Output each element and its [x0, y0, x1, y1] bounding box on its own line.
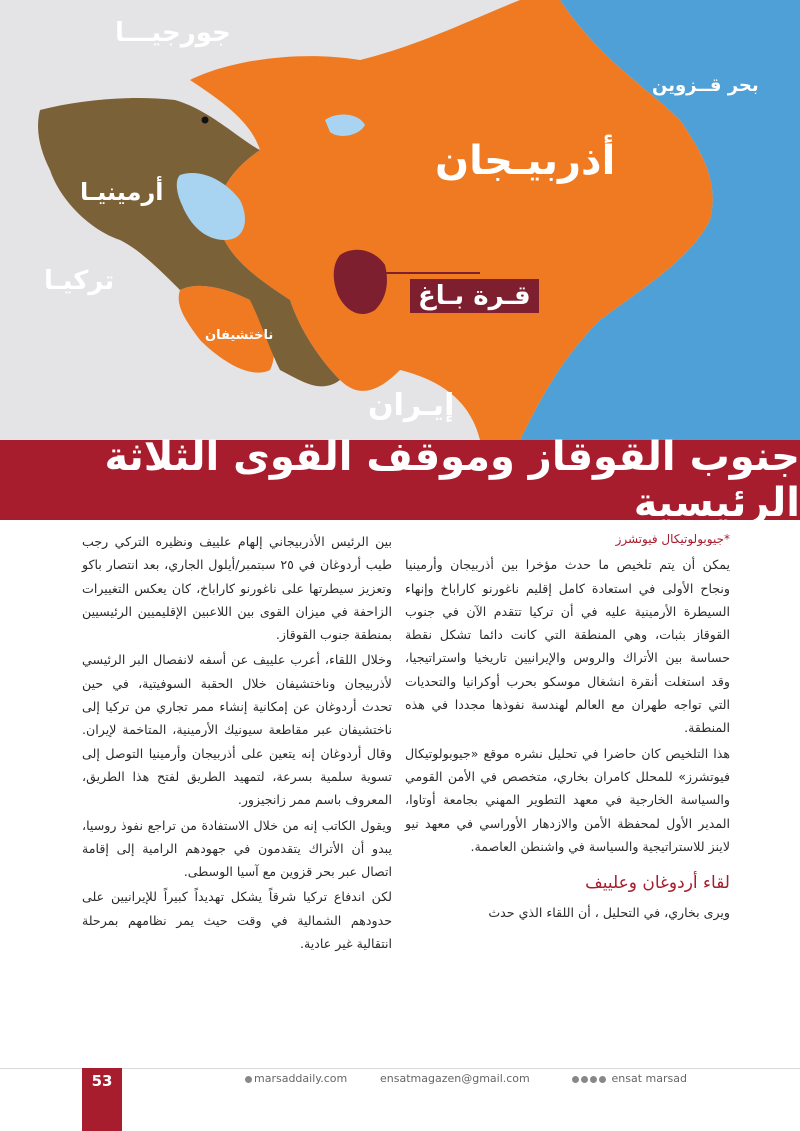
nakhchivan-label: ناختشيفان — [205, 328, 274, 343]
footer-social[interactable] — [572, 1072, 687, 1085]
social-handle: ensat marsad — [611, 1072, 687, 1085]
headline-banner — [0, 434, 800, 526]
page-number: 53 — [91, 1072, 113, 1090]
instagram-icon — [590, 1076, 597, 1083]
caucasus-map — [0, 0, 800, 440]
caspian-label: بحر قــزوين — [652, 75, 759, 96]
turkey-label: تركيـا — [44, 266, 115, 296]
byline: *جيوبولوتيكال فيوتشرز — [615, 532, 730, 546]
paragraph: يمكن أن يتم تلخيص ما حدث مؤخرا بين أذربيجان وأرمينيا ونجاح الأولى في استعادة كامل إقليم ناغورنو كاراباخ وإنهاء السيطرة الأرمينية عليه في أن تركيا تتقدم الآن في جنوب القوقاز بثبات، وهي المنطقة التي كانت دائما تشكل نقطة حساسة بين الأتراك والروس والإيرانيين تاريخيا واستراتيجيا، وقد استغلت أنقرة انشغال موسكو بحرب أوكرانيا والتحديات التي تواجه طهران مع العالم لهندسة نفوذها مجددا في هذه المنطقة. — [405, 557, 730, 736]
paragraph: لكن اندفاع تركيا شرقاً يشكل تهديداً كبيراً للإيرانيين على حدودهم الشمالية في وقت حيث يمر نظامهم بمرحلة انتقالية غير عادية. — [82, 889, 392, 952]
footer-email[interactable]: ensatmagazen@gmail.com — [380, 1072, 530, 1085]
azerbaijan-label: أذربيـجان — [435, 138, 616, 184]
iran-label: إيـران — [368, 388, 455, 423]
paragraph: وخلال اللقاء، أعرب علييف عن أسفه لانفصال البر الرئيسي لأذربيجان وناختشيفان خلال الحقبة السوفيتية، في حين تحدث أردوغان عن إمكانية إنشاء ممر تجاري من تركيا إلى ناختشيفان عبر مقاطعة سيونيك الأرمينية، المتاخمة لإيران. وقال أردوغان إنه يتعين على أذربيجان وأرمينيا التوصل إلى تسوية سلمية بسرعة، لتمهيد الطريق لفتح هذا الطريق، المعروف باسم ممر زانجيزور. — [82, 652, 392, 808]
paragraph: ويرى بخاري، في التحليل ، أن اللقاء الذي حدث — [488, 905, 730, 921]
youtube-icon — [599, 1076, 606, 1083]
footer-website[interactable] — [245, 1072, 347, 1085]
georgia-label: جورجيـــا — [115, 18, 231, 48]
paragraph: بين الرئيس الأذربيجاني إلهام علييف ونظيره التركي رجب طيب أردوغان في ٢٥ سبتمبر/أيلول الجاري، بعد انتصار باكو وتعزيز سيطرتها على ناغورنو كاراباخ، كان يعكس التغييرات الزاحفة في ميزان القوى بين اللاعبين الإقليميين الرئيسيين بمنطقة جنوب القوقاز. — [82, 534, 392, 643]
armenia-label: أرمينيـا — [80, 178, 164, 206]
globe-icon — [245, 1076, 252, 1083]
article-column-left — [82, 530, 392, 957]
capital-marker — [202, 117, 209, 124]
headline: جنوب القوقاز وموقف القوى الثلاثة الرئيسية — [104, 434, 800, 526]
facebook-icon — [572, 1076, 579, 1083]
website-text: marsaddaily.com — [254, 1072, 348, 1085]
article-column-right — [405, 528, 730, 927]
paragraph: ويقول الكاتب إنه من خلال الاستفادة من تراجع نفوذ روسيا، يبدو أن الأتراك يتقدمون في جهودهم الرامية إلى إقامة اتصال عبر بحر قزوين مع آسيا الوسطى. — [82, 817, 392, 880]
paragraph: هذا التلخيص كان حاضرا في تحليل نشره موقع «جيوبولوتيكال فيوتشرز» للمحلل كامران بخاري، متخصص في الأمن القومي والسياسة الخارجية في معهد التطوير المهني بجامعة أوتاوا، المدير الأول لمحفظة الأمن والازدهار الأوراسي في معهد نيو لاينز للاستراتيجية والسياسة في واشنطن العاصمة. — [405, 745, 730, 854]
twitter-icon — [581, 1076, 588, 1083]
subheading: لقاء أردوغان وعلييف — [585, 873, 730, 894]
karabakh-label: قـرة بـاغ — [410, 279, 539, 313]
map-illustration — [0, 0, 800, 440]
